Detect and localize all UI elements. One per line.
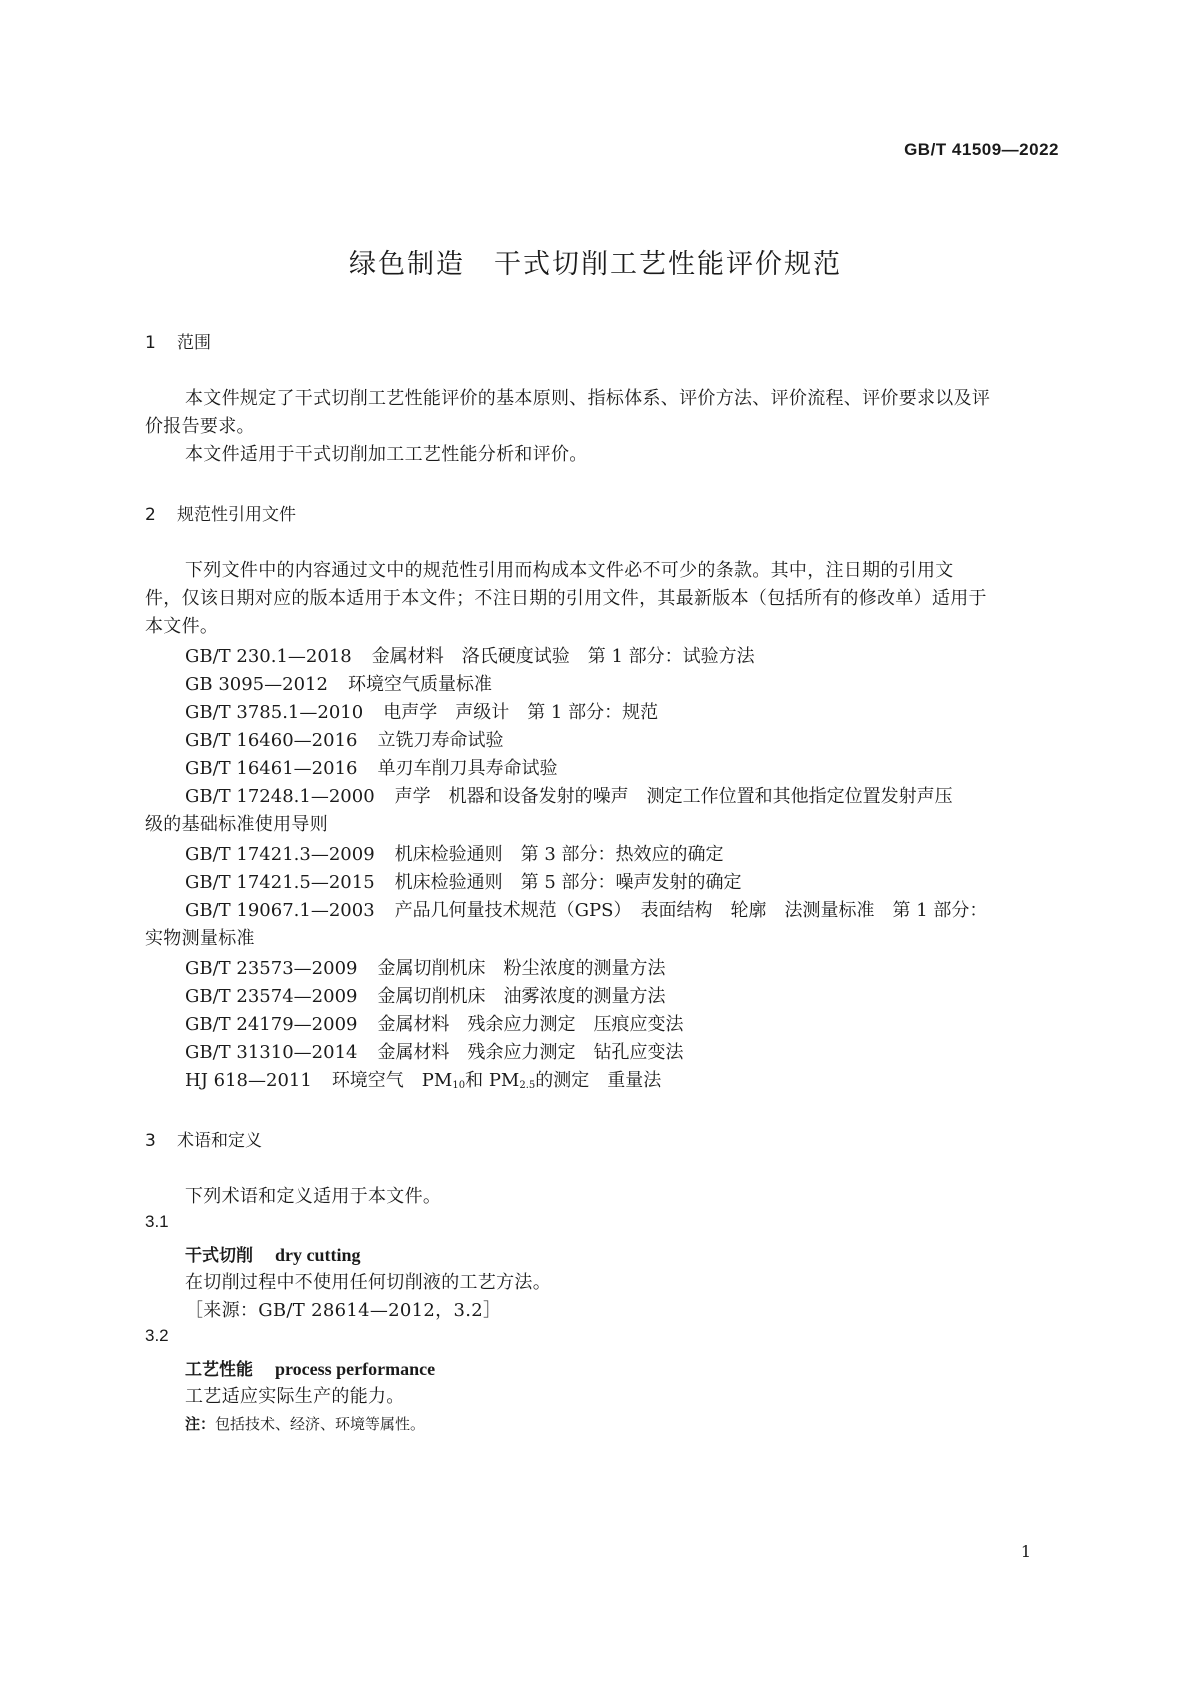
- reference-item: [185, 1038, 683, 1064]
- reference-code: GB/T 17421.5—2015: [185, 872, 375, 893]
- reference-code: GB/T 17248.1—2000: [185, 786, 375, 807]
- paragraph: 下列文件中的内容通过文中的规范性引用而构成本文件必不可少的条款。其中，注日期的引用文: [185, 560, 954, 581]
- term-heading: [185, 1241, 361, 1266]
- reference-continuation: 实物测量标准: [145, 928, 255, 949]
- reference-item: [185, 754, 557, 780]
- paragraph: 本文件。: [145, 616, 219, 637]
- reference-code: GB/T 24179—2009: [185, 1014, 358, 1035]
- note-label: 注：: [185, 1415, 216, 1433]
- section-title: 术语和定义: [177, 1131, 262, 1151]
- section-title: 范围: [177, 333, 211, 353]
- paragraph: 本文件规定了干式切削工艺性能评价的基本原则、指标体系、评价方法、评价流程、评价要求以及评: [185, 388, 991, 409]
- section-number: 3: [145, 1131, 156, 1151]
- reference-code: GB 3095—2012: [185, 674, 328, 695]
- term-definition: 工艺适应实际生产的能力。: [185, 1386, 405, 1407]
- reference-title-part: 和 PM: [465, 1070, 520, 1091]
- term-chinese: 工艺性能: [185, 1360, 253, 1380]
- reference-code: GB/T 19067.1—2003: [185, 900, 375, 921]
- reference-title: 单刃车削刀具寿命试验: [377, 758, 558, 779]
- reference-title: 环境空气质量标准: [347, 674, 492, 695]
- page-number: 1: [1020, 1542, 1031, 1561]
- reference-code: GB/T 23574—2009: [185, 986, 358, 1007]
- paragraph: 价报告要求。: [145, 416, 255, 437]
- paragraph: 件，仅该日期对应的版本适用于本文件；不注日期的引用文件，其最新版本（包括所有的修改单）适用于: [145, 588, 987, 609]
- reference-title: 机床检验通则 第 3 部分：热效应的确定: [394, 844, 724, 865]
- reference-title: 电声学 声级计 第 1 部分：规范: [383, 702, 659, 723]
- subscript: 10: [452, 1080, 466, 1091]
- reference-title: 金属材料 残余应力测定 压痕应变法: [377, 1014, 684, 1035]
- reference-title-part: 环境空气 PM: [331, 1070, 453, 1091]
- reference-code: GB/T 3785.1—2010: [185, 702, 364, 723]
- reference-title: 立铣刀寿命试验: [377, 730, 504, 751]
- reference-title: [332, 1070, 661, 1091]
- term-number: 3.2: [145, 1326, 169, 1345]
- reference-item: [185, 896, 987, 922]
- reference-item: [185, 868, 742, 894]
- reference-item: [185, 982, 665, 1008]
- reference-item: [185, 670, 492, 696]
- reference-title: 金属材料 洛氏硬度试验 第 1 部分：试验方法: [371, 646, 755, 667]
- reference-code: GB/T 17421.3—2009: [185, 844, 375, 865]
- reference-title-part: 的测定 重量法: [535, 1070, 662, 1091]
- standard-code: GB/T 41509—2022: [904, 140, 1059, 159]
- section-3-heading: [145, 1126, 262, 1151]
- reference-title: 产品几何量技术规范（GPS） 表面结构 轮廓 法测量标准 第 1 部分：: [394, 900, 988, 921]
- reference-title: 声学 机器和设备发射的噪声 测定工作位置和其他指定位置发射声压: [394, 786, 953, 807]
- term-english: process performance: [275, 1359, 436, 1379]
- reference-item: [185, 1010, 683, 1036]
- term-number: 3.1: [145, 1212, 169, 1231]
- section-2-heading: [145, 500, 296, 525]
- section-1-heading: [145, 328, 211, 353]
- reference-code: GB/T 16461—2016: [185, 758, 358, 779]
- reference-code: HJ 618—2011: [185, 1070, 312, 1091]
- reference-code: GB/T 16460—2016: [185, 730, 358, 751]
- subscript: 2.5: [519, 1080, 536, 1091]
- term-definition: 在切削过程中不使用任何切削液的工艺方法。: [185, 1272, 551, 1293]
- reference-code: GB/T 23573—2009: [185, 958, 358, 979]
- section-number: 2: [145, 505, 156, 525]
- reference-item: [185, 726, 503, 752]
- reference-item: [185, 1066, 661, 1092]
- term-chinese: 干式切削: [185, 1246, 253, 1266]
- term-heading: [185, 1355, 435, 1380]
- reference-title: 金属切削机床 粉尘浓度的测量方法: [377, 958, 666, 979]
- paragraph: 本文件适用于干式切削加工工艺性能分析和评价。: [185, 444, 588, 465]
- reference-item: [185, 642, 755, 668]
- term-english: dry cutting: [275, 1245, 361, 1265]
- reference-title: 金属材料 残余应力测定 钻孔应变法: [377, 1042, 684, 1063]
- note: [185, 1413, 425, 1434]
- document-title: 绿色制造 干式切削工艺性能评价规范: [349, 249, 842, 280]
- reference-code: GB/T 31310—2014: [185, 1042, 358, 1063]
- reference-item: [185, 698, 658, 724]
- reference-item: [185, 840, 724, 866]
- section-title: 规范性引用文件: [177, 505, 296, 525]
- note-text: 包括技术、经济、环境等属性。: [215, 1415, 426, 1433]
- reference-code: GB/T 230.1—2018: [185, 646, 352, 667]
- reference-item: [185, 954, 665, 980]
- reference-title: 机床检验通则 第 5 部分：噪声发射的确定: [394, 872, 742, 893]
- term-source: ［来源：GB/T 28614—2012，3.2］: [185, 1300, 502, 1321]
- reference-title: 金属切削机床 油雾浓度的测量方法: [377, 986, 666, 1007]
- section-number: 1: [145, 333, 156, 353]
- reference-item: [185, 782, 953, 808]
- paragraph: 下列术语和定义适用于本文件。: [185, 1186, 442, 1207]
- reference-continuation: 级的基础标准使用导则: [145, 814, 328, 835]
